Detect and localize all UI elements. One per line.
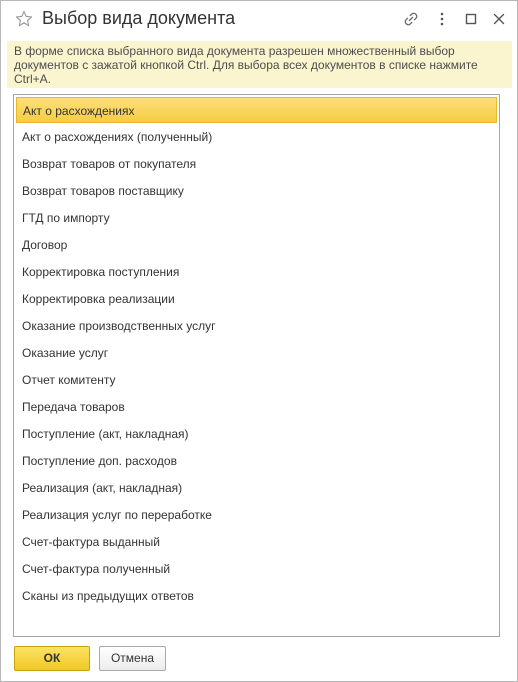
ok-button[interactable]: ОК [14,646,90,671]
list-item[interactable]: Отчет комитенту [22,373,116,387]
list-item[interactable]: Реализация (акт, накладная) [22,481,183,495]
star-icon[interactable] [15,10,33,28]
list-item[interactable]: Поступление (акт, накладная) [22,427,189,441]
link-icon[interactable] [402,10,420,28]
list-item[interactable]: Реализация услуг по переработке [22,508,212,522]
title-bar [1,1,517,37]
list-item[interactable]: Возврат товаров поставщику [22,184,184,198]
more-icon[interactable] [433,10,451,28]
list-item[interactable]: Оказание услуг [22,346,109,360]
list-item-selected[interactable]: Акт о расхождениях [16,97,497,123]
document-type-list[interactable] [13,94,500,637]
list-item[interactable]: Корректировка реализации [22,292,175,306]
list-item[interactable]: ГТД по импорту [22,211,110,225]
info-message: В форме списка выбранного вида документа разрешен множественный выбор документов с зажатой кнопкой Ctrl. Для выбора всех документов в списке нажмите Ctrl+A. [7,41,512,88]
list-item[interactable]: Договор [22,238,68,252]
maximize-icon[interactable] [462,10,480,28]
list-item[interactable]: Возврат товаров от покупателя [22,157,197,171]
cancel-button[interactable]: Отмена [99,646,166,671]
list-item[interactable]: Счет-фактура выданный [22,535,160,549]
list-item[interactable]: Поступление доп. расходов [22,454,177,468]
close-icon[interactable] [490,10,508,28]
list-item[interactable]: Сканы из предыдущих ответов [22,589,194,603]
list-item[interactable]: Корректировка поступления [22,265,180,279]
list-item[interactable]: Оказание производственных услуг [22,319,216,333]
list-item[interactable]: Акт о расхождениях (полученный) [22,130,213,144]
list-item[interactable]: Передача товаров [22,400,125,414]
list-item[interactable]: Счет-фактура полученный [22,562,171,576]
window-title: Выбор вида документа [42,8,236,28]
